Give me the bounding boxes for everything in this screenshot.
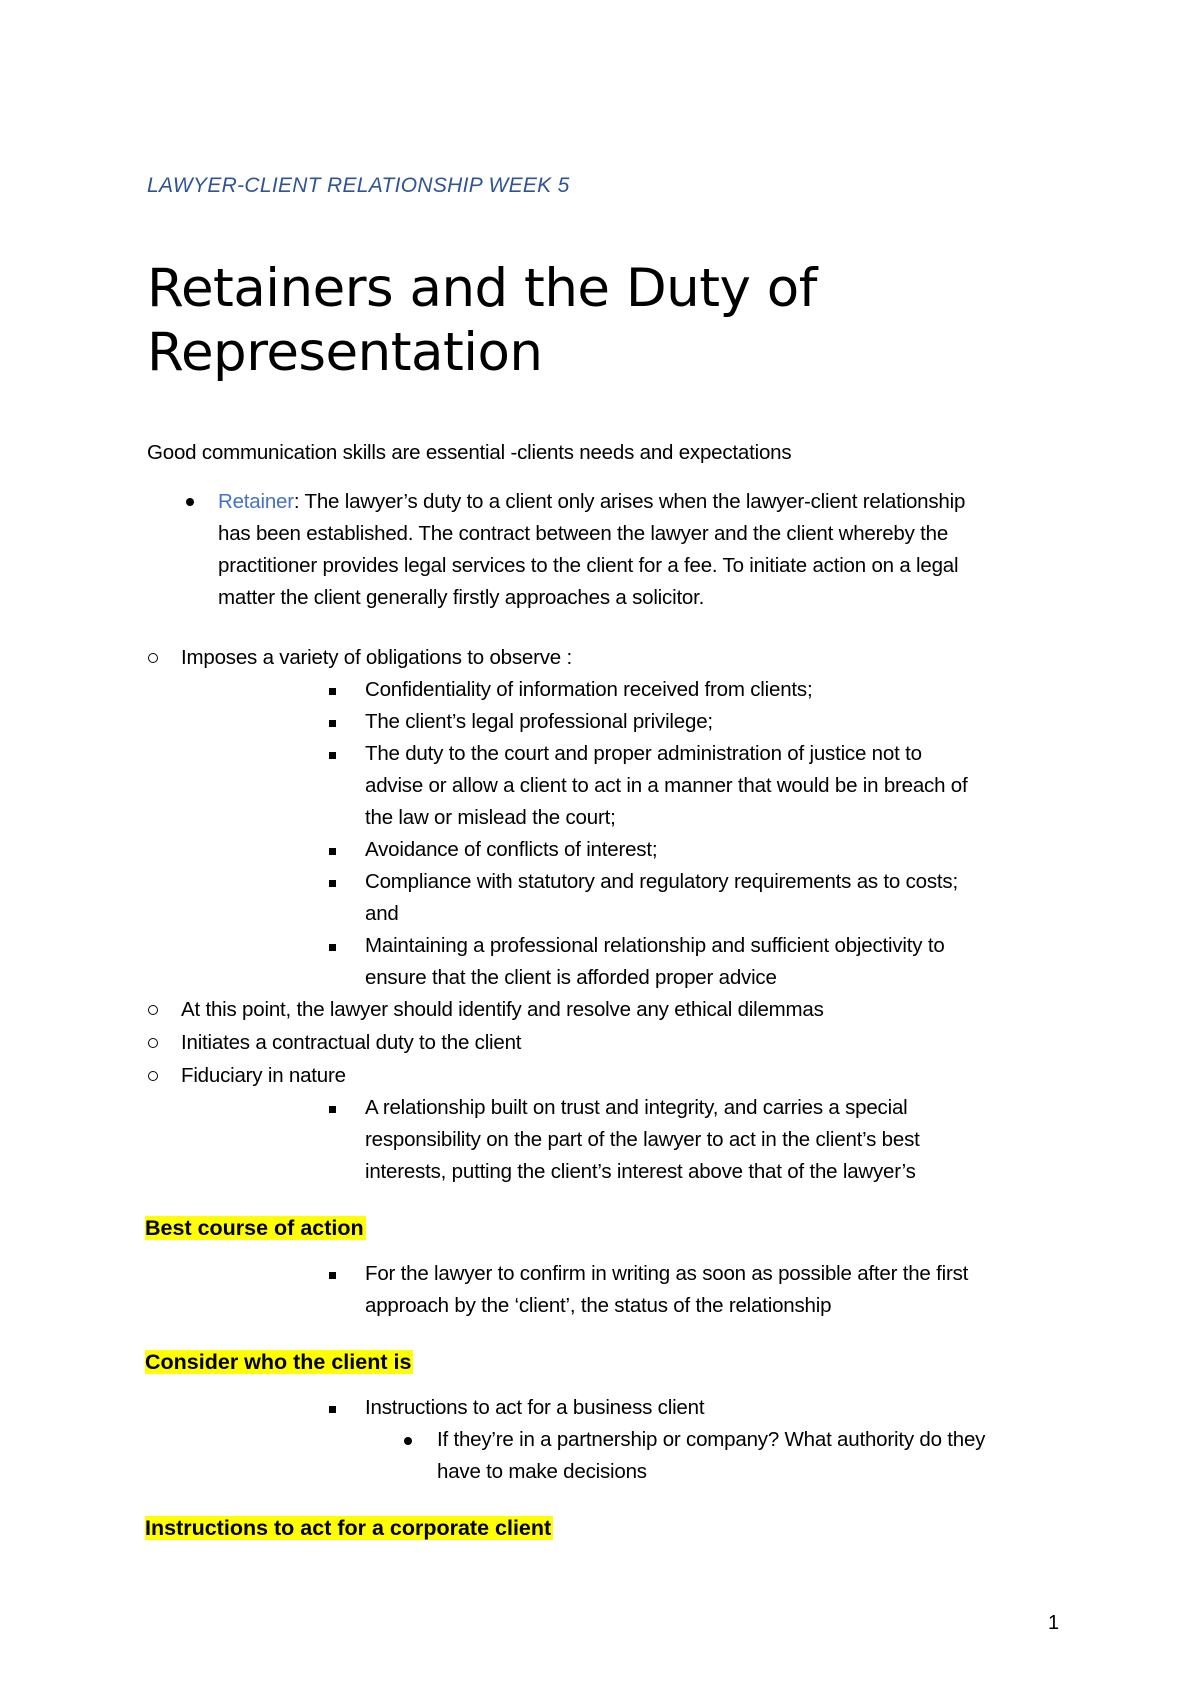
square-bullet-icon [329, 1406, 336, 1413]
retainer-line-2: has been established. The contract between the lawyer and the client whereby the [218, 522, 949, 545]
retainer-line-4: matter the client generally firstly approaches a solicitor. [218, 586, 705, 609]
fiduciary-line-3: interests, putting the client’s interest above that of the lawyer’s [365, 1160, 916, 1183]
square-bullet-icon [329, 1272, 336, 1279]
bullet-dot-icon [404, 1437, 412, 1445]
square-bullet-icon [329, 688, 336, 695]
square-bullet-icon [329, 848, 336, 855]
fiduciary-line-2: responsibility on the part of the lawyer to act in the client’s best [365, 1128, 920, 1151]
obligation-item-6-line-1: Maintaining a professional relationship and sufficient objectivity to [365, 934, 945, 957]
hollow-circle-bullet-icon [148, 1071, 158, 1081]
consider-item: Instructions to act for a business client [365, 1396, 705, 1419]
hollow-circle-bullet-icon [148, 1005, 158, 1015]
point-1: At this point, the lawyer should identify and resolve any ethical dilemmas [181, 998, 824, 1021]
obligation-item-5-line-2: and [365, 902, 399, 925]
obligation-item-3-line-1: The duty to the court and proper administration of justice not to [365, 742, 922, 765]
hollow-circle-bullet-icon [148, 1038, 158, 1048]
square-bullet-icon [329, 944, 336, 951]
corporate-client-heading: Instructions to act for a corporate client [145, 1516, 552, 1540]
document-title-line-1: Retainers and the Duty of [147, 258, 817, 319]
obligation-item-3-line-3: the law or mislead the court; [365, 806, 616, 829]
square-bullet-icon [329, 720, 336, 727]
fiduciary-line-1: A relationship built on trust and integrity, and carries a special [365, 1096, 908, 1119]
obligations-heading: Imposes a variety of obligations to observe : [181, 646, 572, 669]
obligation-item-1: Confidentiality of information received from clients; [365, 678, 813, 701]
retainer-line-3: practitioner provides legal services to the client for a fee. To initiate action on a legal [218, 554, 959, 577]
consider-sub-line-1: If they’re in a partnership or company? What authority do they [437, 1428, 986, 1451]
document-title-line-2: Representation [147, 322, 543, 383]
square-bullet-icon [329, 752, 336, 759]
hollow-circle-bullet-icon [148, 653, 158, 663]
retainer-line-1: Retainer: The lawyer’s duty to a client only arises when the lawyer-client relationship [218, 490, 966, 513]
point-2: Initiates a contractual duty to the client [181, 1031, 522, 1054]
retainer-term: Retainer [218, 490, 294, 513]
intro-paragraph: Good communication skills are essential -clients needs and expectations [147, 441, 792, 464]
obligation-item-3-line-2: advise or allow a client to act in a manner that would be in breach of [365, 774, 968, 797]
square-bullet-icon [329, 1106, 336, 1113]
best-course-heading: Best course of action [145, 1216, 364, 1240]
bullet-dot-icon [186, 498, 194, 506]
consider-sub-line-2: have to make decisions [437, 1460, 647, 1483]
page-number: 1 [1048, 1612, 1060, 1634]
best-course-line-2: approach by the ‘client’, the status of the relationship [365, 1294, 832, 1317]
obligation-item-5-line-1: Compliance with statutory and regulatory requirements as to costs; [365, 870, 958, 893]
obligation-item-2: The client’s legal professional privilege; [365, 710, 713, 733]
square-bullet-icon [329, 880, 336, 887]
consider-client-heading: Consider who the client is [145, 1350, 412, 1374]
point-3: Fiduciary in nature [181, 1064, 346, 1087]
best-course-line-1: For the lawyer to confirm in writing as soon as possible after the first [365, 1262, 969, 1285]
obligation-item-6-line-2: ensure that the client is afforded proper advice [365, 966, 777, 989]
document-subtitle: LAWYER-CLIENT RELATIONSHIP WEEK 5 [147, 174, 570, 197]
obligation-item-4: Avoidance of conflicts of interest; [365, 838, 658, 861]
